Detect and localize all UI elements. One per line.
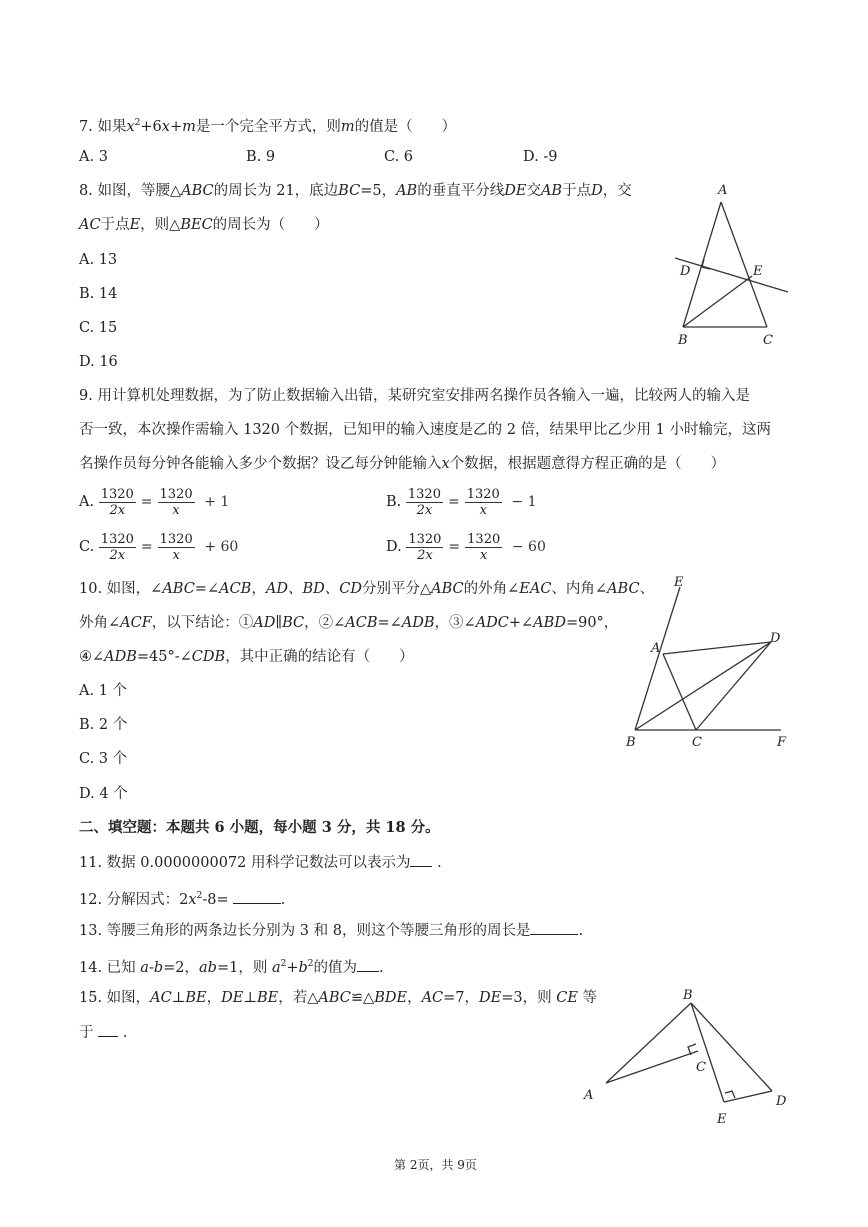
q8-option-b: B. 14 xyxy=(79,286,118,302)
q9-stem-line2: 否一致，本次操作需输入 1320 个数据，已知甲的输入速度是乙的 2 倍，结果甲比乙少用 1 小时输完，这两 xyxy=(79,422,772,438)
q15-figure xyxy=(578,985,798,1130)
q8-label-a: A xyxy=(718,183,728,198)
q10-label-c: C xyxy=(692,735,702,750)
q15-answer-blank[interactable] xyxy=(98,1022,118,1037)
q9-option-d: D. $\frac{1320}{2x}$ = $\frac{1320}{x}$ − 60 xyxy=(386,531,546,563)
q8-stem-line1: 8. 如图，等腰△ABC的周长为 21，底边BC=5，AB的垂直平分线DE交AB于点D，交 xyxy=(79,183,632,199)
q10-figure xyxy=(618,572,798,752)
q7-option-d: D. -9 xyxy=(523,149,558,165)
q10-label-b: B xyxy=(626,735,636,750)
q15-label-c: C xyxy=(696,1060,706,1075)
q7-option-a: A. 3 xyxy=(79,149,108,165)
q9-option-c: C. $\frac{1320}{2x}$ = $\frac{1320}{x}$ + 60 xyxy=(79,531,239,563)
q8-option-c: C. 15 xyxy=(79,320,118,336)
q10-label-e: E xyxy=(674,575,684,590)
q8-stem-line2: AC于点E，则△BEC的周长为（ ） xyxy=(79,217,329,233)
q9-stem-line1: 9. 用计算机处理数据，为了防止数据输入出错，某研究室安排两名操作员各输入一遍，比较两人的输入是 xyxy=(79,388,750,404)
q13-answer-blank[interactable] xyxy=(530,920,578,935)
q9-option-b: B. $\frac{1320}{2x}$ = $\frac{1320}{x}$ − 1 xyxy=(386,486,537,518)
q10-stem-line1: 10. 如图，∠ABC=∠ACB，AD、BD、CD分别平分△ABC的外角∠EAC、内角∠ABC、 xyxy=(79,581,655,597)
page-footer: 第 2页，共 9页 xyxy=(394,1158,477,1172)
q13-stem: 13. 等腰三角形的两条边长分别为 3 和 8，则这个等腰三角形的周长是 . xyxy=(79,920,583,941)
q9-stem-line3: 名操作员每分钟各能输入多少个数据？设乙每分钟能输入x个数据，根据题意得方程正确的是（ ） xyxy=(79,456,726,472)
q10-option-d: D. 4 个 xyxy=(79,786,128,802)
q8-option-a: A. 13 xyxy=(79,252,118,268)
section-heading-fill-in: 二、填空题：本题共 6 小题，每小题 3 分，共 18 分。 xyxy=(79,819,440,836)
q8-label-e: E xyxy=(753,264,763,279)
q15-label-e: E xyxy=(717,1112,727,1127)
q10-stem-line2: 外角∠ACF，以下结论：①AD∥BC，②∠ACB=∠ADB，③∠ADC+∠ABD=90°， xyxy=(79,615,619,631)
q7-stem: 7. 如果$x^2+6x+m$是一个完全平方式，则m的值是（ ） xyxy=(79,118,457,135)
q11-answer-blank[interactable] xyxy=(410,852,432,867)
q15-label-d: D xyxy=(776,1094,787,1109)
q8-label-d: D xyxy=(680,264,691,279)
q7-option-c: C. 6 xyxy=(384,149,414,165)
q9-option-a: A. $\frac{1320}{2x}$ = $\frac{1320}{x}$ + 1 xyxy=(79,486,230,518)
q11-stem: 11. 数据 0.0000000072 用科学记数法可以表示为 . xyxy=(79,852,442,873)
q10-label-f: F xyxy=(777,735,787,750)
q8-option-d: D. 16 xyxy=(79,354,118,370)
q15-label-a: A xyxy=(584,1088,594,1103)
q10-label-a: A xyxy=(651,641,661,656)
q10-label-d: D xyxy=(770,631,781,646)
q14-stem: 14. 已知 a-b=2，ab=1，则 $a^2+b^2$的值为 . xyxy=(79,959,384,976)
q15-stem-line1: 15. 如图，AC⊥BE，DE⊥BE，若△ABC≌△BDE，AC=7，DE=3，则 CE 等 xyxy=(79,990,598,1006)
q15-label-b: B xyxy=(683,988,693,1003)
q12-answer-blank[interactable] xyxy=(233,889,281,904)
q10-option-b: B. 2 个 xyxy=(79,717,128,733)
q10-option-c: C. 3 个 xyxy=(79,751,128,767)
q10-stem-line3: ④∠ADB=45°-∠CDB，其中正确的结论有（ ） xyxy=(79,649,414,665)
q7-option-b: B. 9 xyxy=(246,149,276,165)
q14-answer-blank[interactable] xyxy=(357,957,379,972)
q12-stem: 12. 分解因式：$2x^2-8=$ . xyxy=(79,891,286,908)
q8-figure xyxy=(670,178,800,348)
q15-stem-line2: 于 . xyxy=(79,1022,127,1043)
q8-label-b: B xyxy=(678,333,688,348)
q8-label-c: C xyxy=(763,333,773,348)
q10-option-a: A. 1 个 xyxy=(79,683,128,699)
